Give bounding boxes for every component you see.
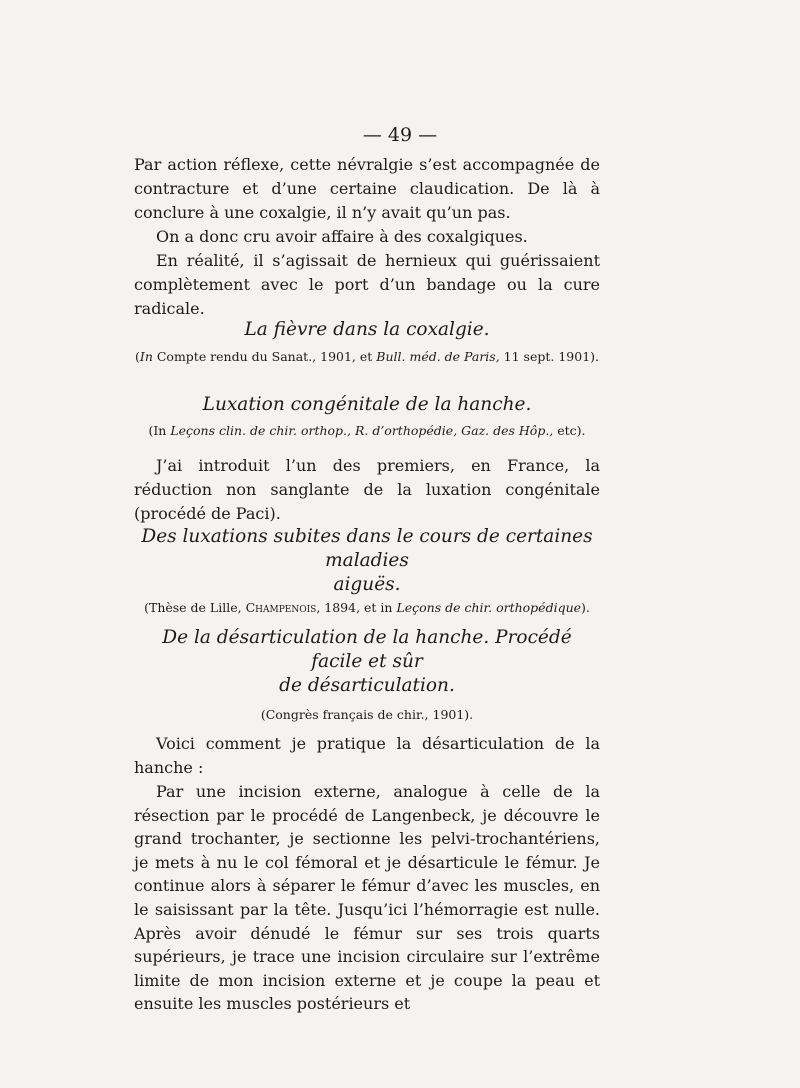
section-reference: (Congrès français de chir., 1901). (260, 707, 474, 722)
section-desarticulation (134, 626, 600, 1016)
section-title: La fièvre dans la coxalgie. (244, 319, 490, 340)
ref-text: (Thèse de Lille, (144, 600, 246, 615)
paragraph: On a donc cru avoir affaire à des coxalgiques. (156, 227, 528, 246)
section-title-line1: De la désarticulation de la hanche. Procédé facile et sûr (162, 627, 572, 672)
ref-journal: Bull. méd. de Paris, (376, 349, 500, 364)
section-subites (134, 525, 600, 617)
ref-italic: In (139, 349, 153, 364)
section-title-line1: Des luxations subites dans le cours de certaines maladies (141, 526, 593, 571)
section-title-line2: de désarticulation. (279, 675, 455, 696)
section-reference (134, 599, 600, 617)
ref-text: etc). (553, 423, 586, 438)
ref-text: Compte rendu du Sanat., 1901, et (152, 349, 377, 364)
section-luxation (134, 393, 600, 526)
ref-journals: Leçons clin. de chir. orthop., R. d’orthopédie, Gaz. des Hôp., (170, 423, 554, 438)
ref-author: Champenois (245, 600, 317, 615)
paragraph: J’ai introduit l’un des premiers, en France, la réduction non sanglante de la luxation congénitale (procédé de Paci). (134, 456, 600, 523)
paragraph: Par une incision externe, analogue à celle de la résection par le procédé de Langenbeck, je découvre le grand trochanter, je sectionne les pelvi-trochantériens, je mets à nu le col fémoral et je désarticule le fémur. Je continue alors à séparer le fémur d’avec les muscles, en le saisissant par la tête. Jusqu’ici l’hémorragie est nulle. Après avoir dénudé le fémur sur ses trois quarts supérieurs, je trace une incision circulaire sur l’extrême limite de mon incision externe et je coupe la peau et ensuite les muscles postérieurs et (134, 782, 600, 1014)
ref-book: Leçons de chir. orthopédique (396, 600, 582, 615)
paragraph: En réalité, il s’agissait de hernieux qui guérissaient complètement avec le port d’un bandage ou la cure radicale. (134, 251, 600, 318)
page-number: — 49 — (362, 124, 438, 146)
ref-text: , 1894, et in (316, 600, 397, 615)
ref-text: ( (134, 349, 140, 364)
ref-text: (In (148, 423, 171, 438)
section-reference (134, 422, 600, 440)
section-reference (134, 348, 600, 366)
section-title: Luxation congénitale de la hanche. (202, 394, 532, 415)
ref-text: 11 sept. 1901). (499, 349, 600, 364)
section-fievre (134, 318, 600, 366)
paragraph: Par action réflexe, cette névralgie s’est accompagnée de contracture et d’une certaine claudication. De là à conclure à une coxalgie, il n’y avait qu’un pas. (134, 155, 600, 222)
paragraph: Voici comment je pratique la désarticulation de la hanche : (134, 734, 600, 777)
section-hernia-text (134, 153, 600, 321)
ref-text: ). (581, 600, 590, 615)
section-title-line2: aiguës. (333, 574, 401, 595)
